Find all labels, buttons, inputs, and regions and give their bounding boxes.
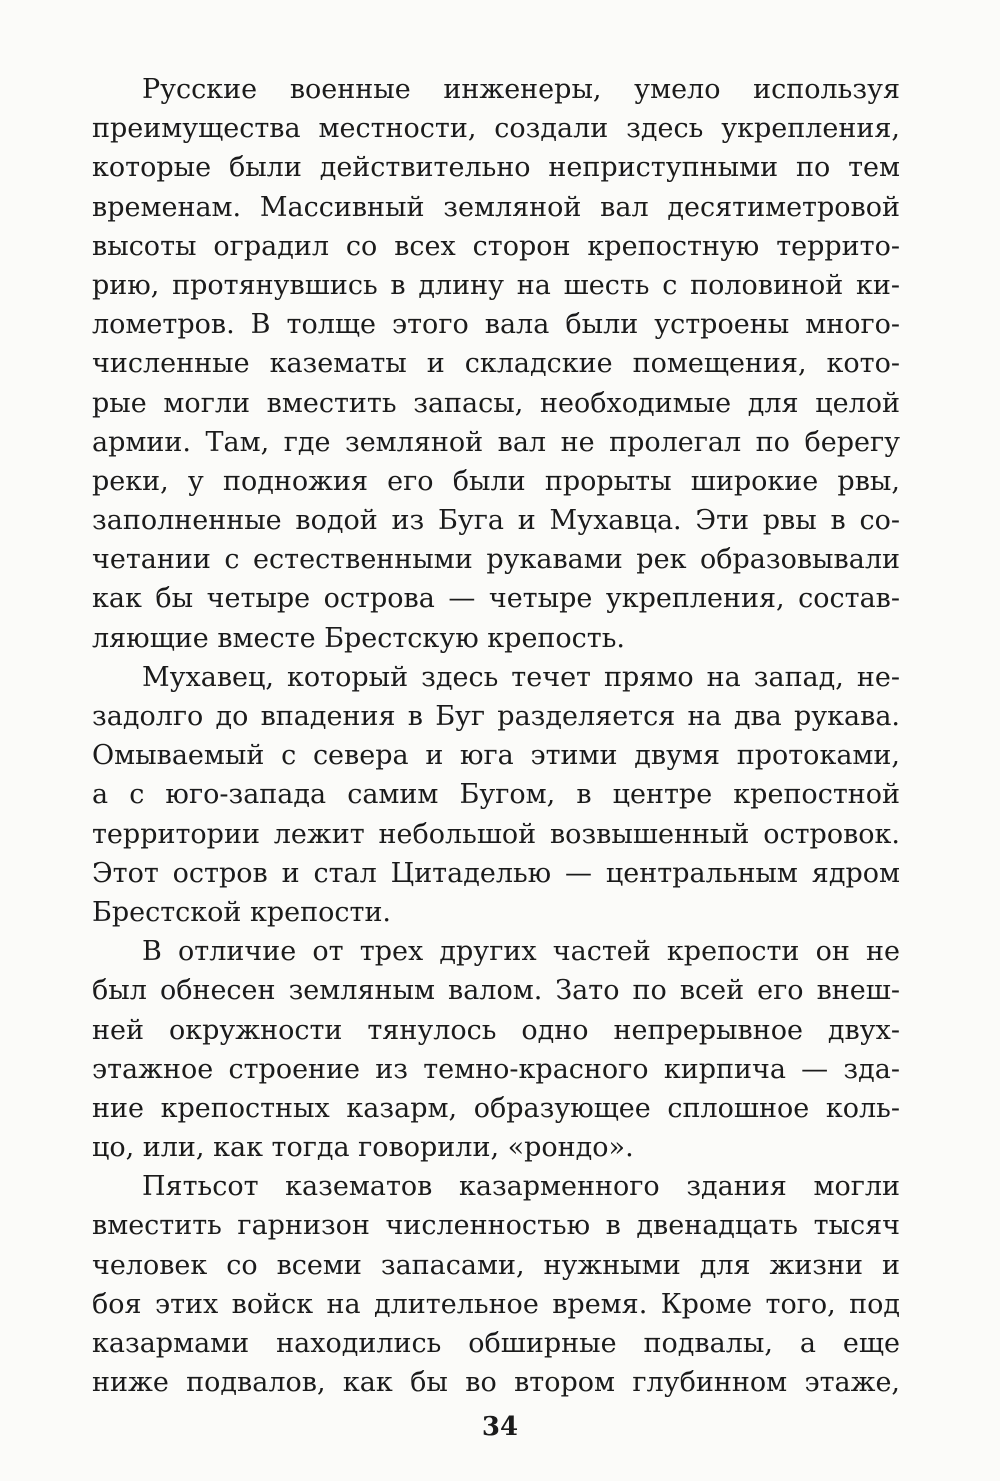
text-line: Пятьсот казематов казарменного здания могли	[142, 1171, 900, 1203]
text-line: заполненные водой из Буга и Мухавца. Эти рвы в со-	[92, 505, 900, 537]
text-line: этажное строение из темно-красного кирпича — зда-	[92, 1053, 900, 1085]
page-body	[92, 70, 900, 1402]
text-line: территории лежит небольшой возвышенный островок.	[92, 818, 900, 850]
text-line: ниже подвалов, как бы во втором глубинном этаже,	[92, 1367, 900, 1399]
text-line: четании с естественными рукавами рек образовывали	[92, 544, 900, 576]
text-line: преимущества местности, создали здесь укрепления,	[92, 113, 900, 145]
text-line: Русские военные инженеры, умело используя	[142, 74, 900, 105]
text-line: временам. Массивный земляной вал десятиметровой	[92, 191, 900, 223]
text-line: Этот остров и стал Цитаделью — центральным ядром	[92, 857, 900, 889]
text-line: цо, или, как тогда говорили, «рондо».	[92, 1132, 634, 1164]
text-line: задолго до впадения в Буг разделяется на два рукава.	[92, 701, 900, 732]
text-line: боя этих войск на длительное время. Кроме того, под	[92, 1288, 900, 1320]
text-line: лометров. В толще этого вала были устроены много-	[92, 309, 900, 341]
text-line: которые были действительно неприступными по тем	[92, 152, 900, 184]
text-line: Омываемый с севера и юга этими двумя протоками,	[92, 740, 900, 772]
text-line: человек со всеми запасами, нужными для жизни и	[92, 1249, 900, 1281]
text-line: армии. Там, где земляной вал не пролегал по берегу	[92, 426, 900, 458]
text-line: высоты оградил со всех сторон крепостную террито-	[92, 230, 900, 262]
text-line: был обнесен земляным валом. Зато по всей его внеш-	[92, 975, 900, 1007]
text-line: ляющие вместе Брестскую крепость.	[92, 622, 626, 654]
text-line: как бы четыре острова — четыре укрепления, состав-	[92, 583, 900, 615]
text-line: вместить гарнизон численностью в двенадцать тысяч	[92, 1210, 900, 1242]
text-line: численные казематы и складские помещения, кото-	[92, 348, 900, 380]
text-line: ние крепостных казарм, образующее сплошное коль-	[92, 1092, 900, 1124]
text-line: ней окружности тянулось одно непрерывное двух-	[92, 1014, 900, 1046]
text-line: казармами находились обширные подвалы, а еще	[92, 1328, 900, 1359]
text-line: реки, у подножия его были прорыты широкие рвы,	[92, 465, 900, 497]
text-line: Брестской крепости.	[92, 896, 392, 928]
page-number: 34	[481, 1412, 519, 1442]
text-line: В отличие от трех других частей крепости он не	[142, 936, 900, 968]
text-line: а с юго-запада самим Бугом, в центре крепостной	[92, 779, 900, 811]
text-line: Мухавец, который здесь течет прямо на запад, не-	[142, 661, 900, 693]
text-line: рые могли вместить запасы, необходимые для целой	[92, 387, 900, 419]
text-line: рию, протянувшись в длину на шесть с половиной ки-	[92, 269, 900, 301]
